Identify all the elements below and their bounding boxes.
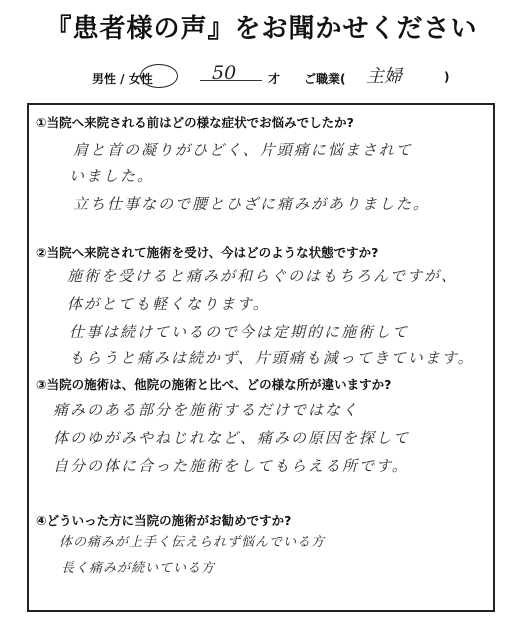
page-title: 『患者様の声』をお聞かせください (45, 14, 478, 44)
answer-2-line-2: 体がとても軽くなります。 (67, 295, 270, 313)
answer-4-line-2: 長く痛みが続いている方 (61, 561, 216, 576)
answer-1-line-3: 立ち仕事なので腰とひざに痛みがありました。 (73, 195, 431, 213)
answer-1-line-1: 肩と首の凝りがひどく、片頭痛に悩まされて (73, 141, 413, 159)
age-unit: 才 (268, 72, 281, 86)
job-value: 主婦 (366, 66, 402, 87)
answer-3-line-3: 自分の体に合った施術をしてもらえる所です。 (53, 457, 409, 475)
questionnaire-frame (27, 103, 495, 612)
answer-4-line-1: 体の痛みが上手く伝えられず悩んでいる方 (59, 535, 326, 550)
gender-label: 男性 / 女性 (92, 72, 153, 86)
gender-selection-circle (140, 64, 178, 88)
question-1: ①当院へ来院される前はどの様な症状でお悩みでしたか? (36, 115, 354, 130)
answer-2-line-3: 仕事は続けているので今は定期的に施術して (69, 323, 410, 341)
answer-1-line-2: いました。 (69, 167, 155, 185)
age-underline (200, 80, 262, 81)
question-4: ④どういった方に当院の施術がお勧めですか? (36, 513, 292, 528)
profile-row (0, 62, 523, 90)
age-value: 50 (212, 62, 237, 84)
question-2: ②当院へ来院されて施術を受け、今はどのような状態ですか? (36, 245, 379, 260)
answer-2-line-4: もらうと痛みは続かず、片頭痛も減ってきています。 (69, 349, 475, 367)
answer-3-line-1: 痛みのある部分を施術するだけではなく (53, 401, 360, 419)
answer-2-line-1: 施術を受けると痛みが和らぐのはもちろんですが、 (67, 267, 459, 285)
job-label: ご職業( (304, 72, 346, 86)
question-3: ③当院の施術は、他院の施術と比べ、どの様な所が違いますか? (36, 377, 392, 392)
job-close: ) (444, 70, 450, 84)
answer-3-line-2: 体のゆがみやねじれなど、痛みの原因を探して (53, 429, 411, 447)
